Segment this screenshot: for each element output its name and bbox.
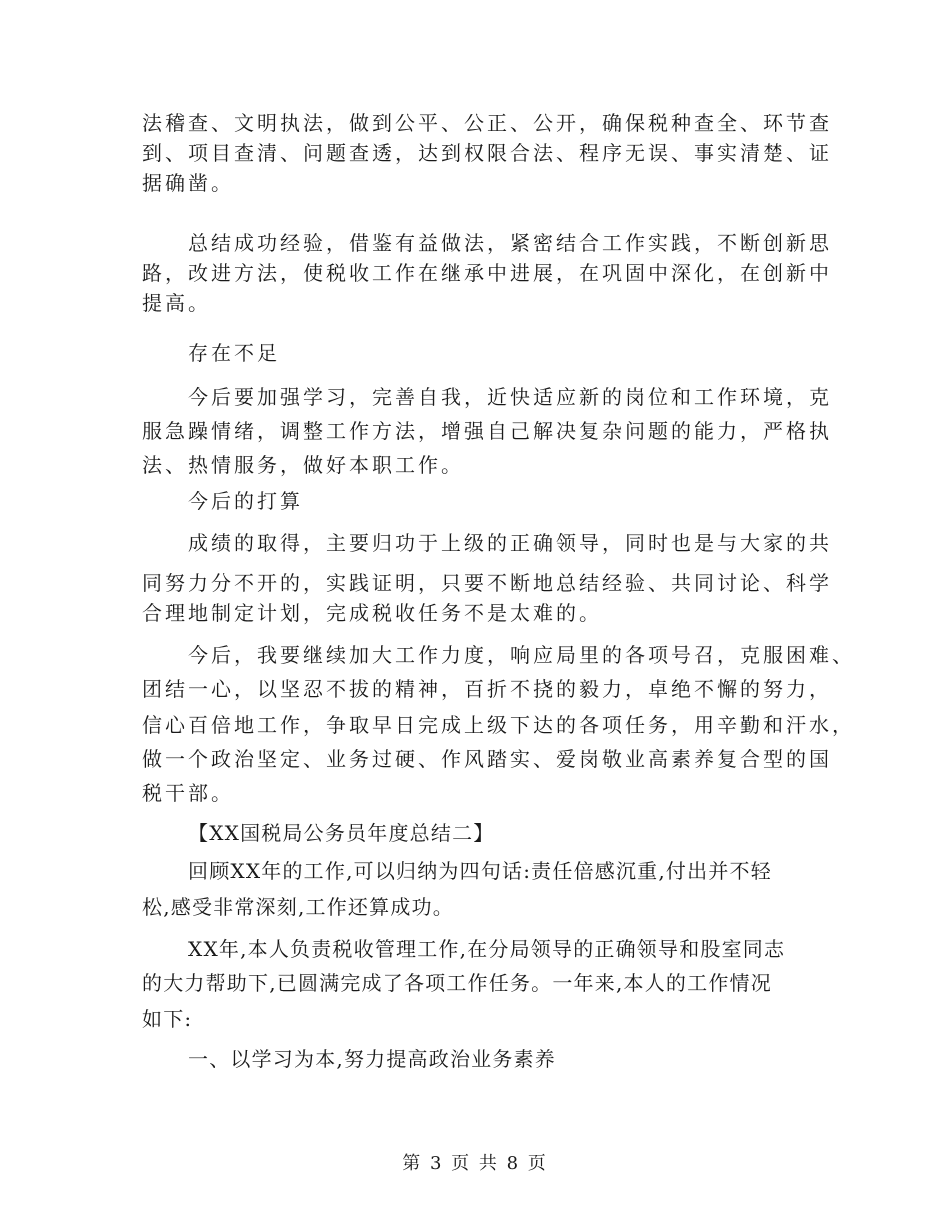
text-line: 做一个政治坚定、业务过硬、作风踏实、爱岗敬业高素养复合型的国: [142, 747, 832, 771]
text-line: 如下:: [142, 1007, 193, 1031]
text-line: 【XX国税局公务员年度总结二】: [188, 821, 495, 845]
text-line: 团结一心，以坚忍不拔的精神，百折不挠的毅力，卓绝不懈的努力，: [142, 677, 832, 701]
text-line: XX年,本人负责税收管理工作,在分局领导的正确领导和股室同志: [188, 937, 786, 961]
text-line: 法、热情服务，做好本职工作。: [142, 453, 464, 477]
text-line: 回顾XX年的工作,可以归纳为四句话:责任倍感沉重,付出并不轻: [188, 859, 772, 883]
text-line: 同努力分不开的，实践证明，只要不断地总结经验、共同讨论、科学: [142, 571, 832, 595]
text-line: 一、以学习为本,努力提高政治业务素养: [188, 1047, 556, 1071]
text-line: 信心百倍地工作，争取早日完成上级下达的各项任务，用辛勤和汗水，: [142, 713, 855, 737]
text-line: 服急躁情绪，调整工作方法，增强自己解决复杂问题的能力，严格执: [142, 419, 832, 443]
text-line: 存在不足: [188, 341, 280, 365]
text-line: 路，改进方法，使税收工作在继承中进展，在巩固中深化，在创新中: [142, 261, 832, 285]
text-line: 合理地制定计划，完成税收任务不是太难的。: [142, 601, 602, 625]
text-line: 到、项目查清、问题查透，达到权限合法、程序无误、事实清楚、证: [142, 141, 832, 165]
text-line: 今后要加强学习，完善自我，近快适应新的岗位和工作环境，克: [188, 385, 832, 409]
text-line: 法稽查、文明执法，做到公平、公正、公开，确保税种查全、环节查: [142, 111, 832, 135]
text-line: 成绩的取得，主要归功于上级的正确领导，同时也是与大家的共: [188, 531, 832, 555]
text-line: 税干部。: [142, 781, 234, 805]
text-line: 今后，我要继续加大工作力度，响应局里的各项号召，克服困难、: [188, 643, 855, 667]
text-line: 松,感受非常深刻,工作还算成功。: [142, 895, 454, 919]
text-line: 总结成功经验，借鉴有益做法，紧密结合工作实践，不断创新思: [188, 231, 832, 255]
text-line: 的大力帮助下,已圆满完成了各项工作任务。一年来,本人的工作情况: [142, 971, 772, 995]
page-number-footer: 第 3 页 共 8 页: [402, 1153, 548, 1174]
text-line: 提高。: [142, 291, 211, 315]
text-line: 据确凿。: [142, 171, 234, 195]
text-line: 今后的打算: [188, 489, 303, 513]
